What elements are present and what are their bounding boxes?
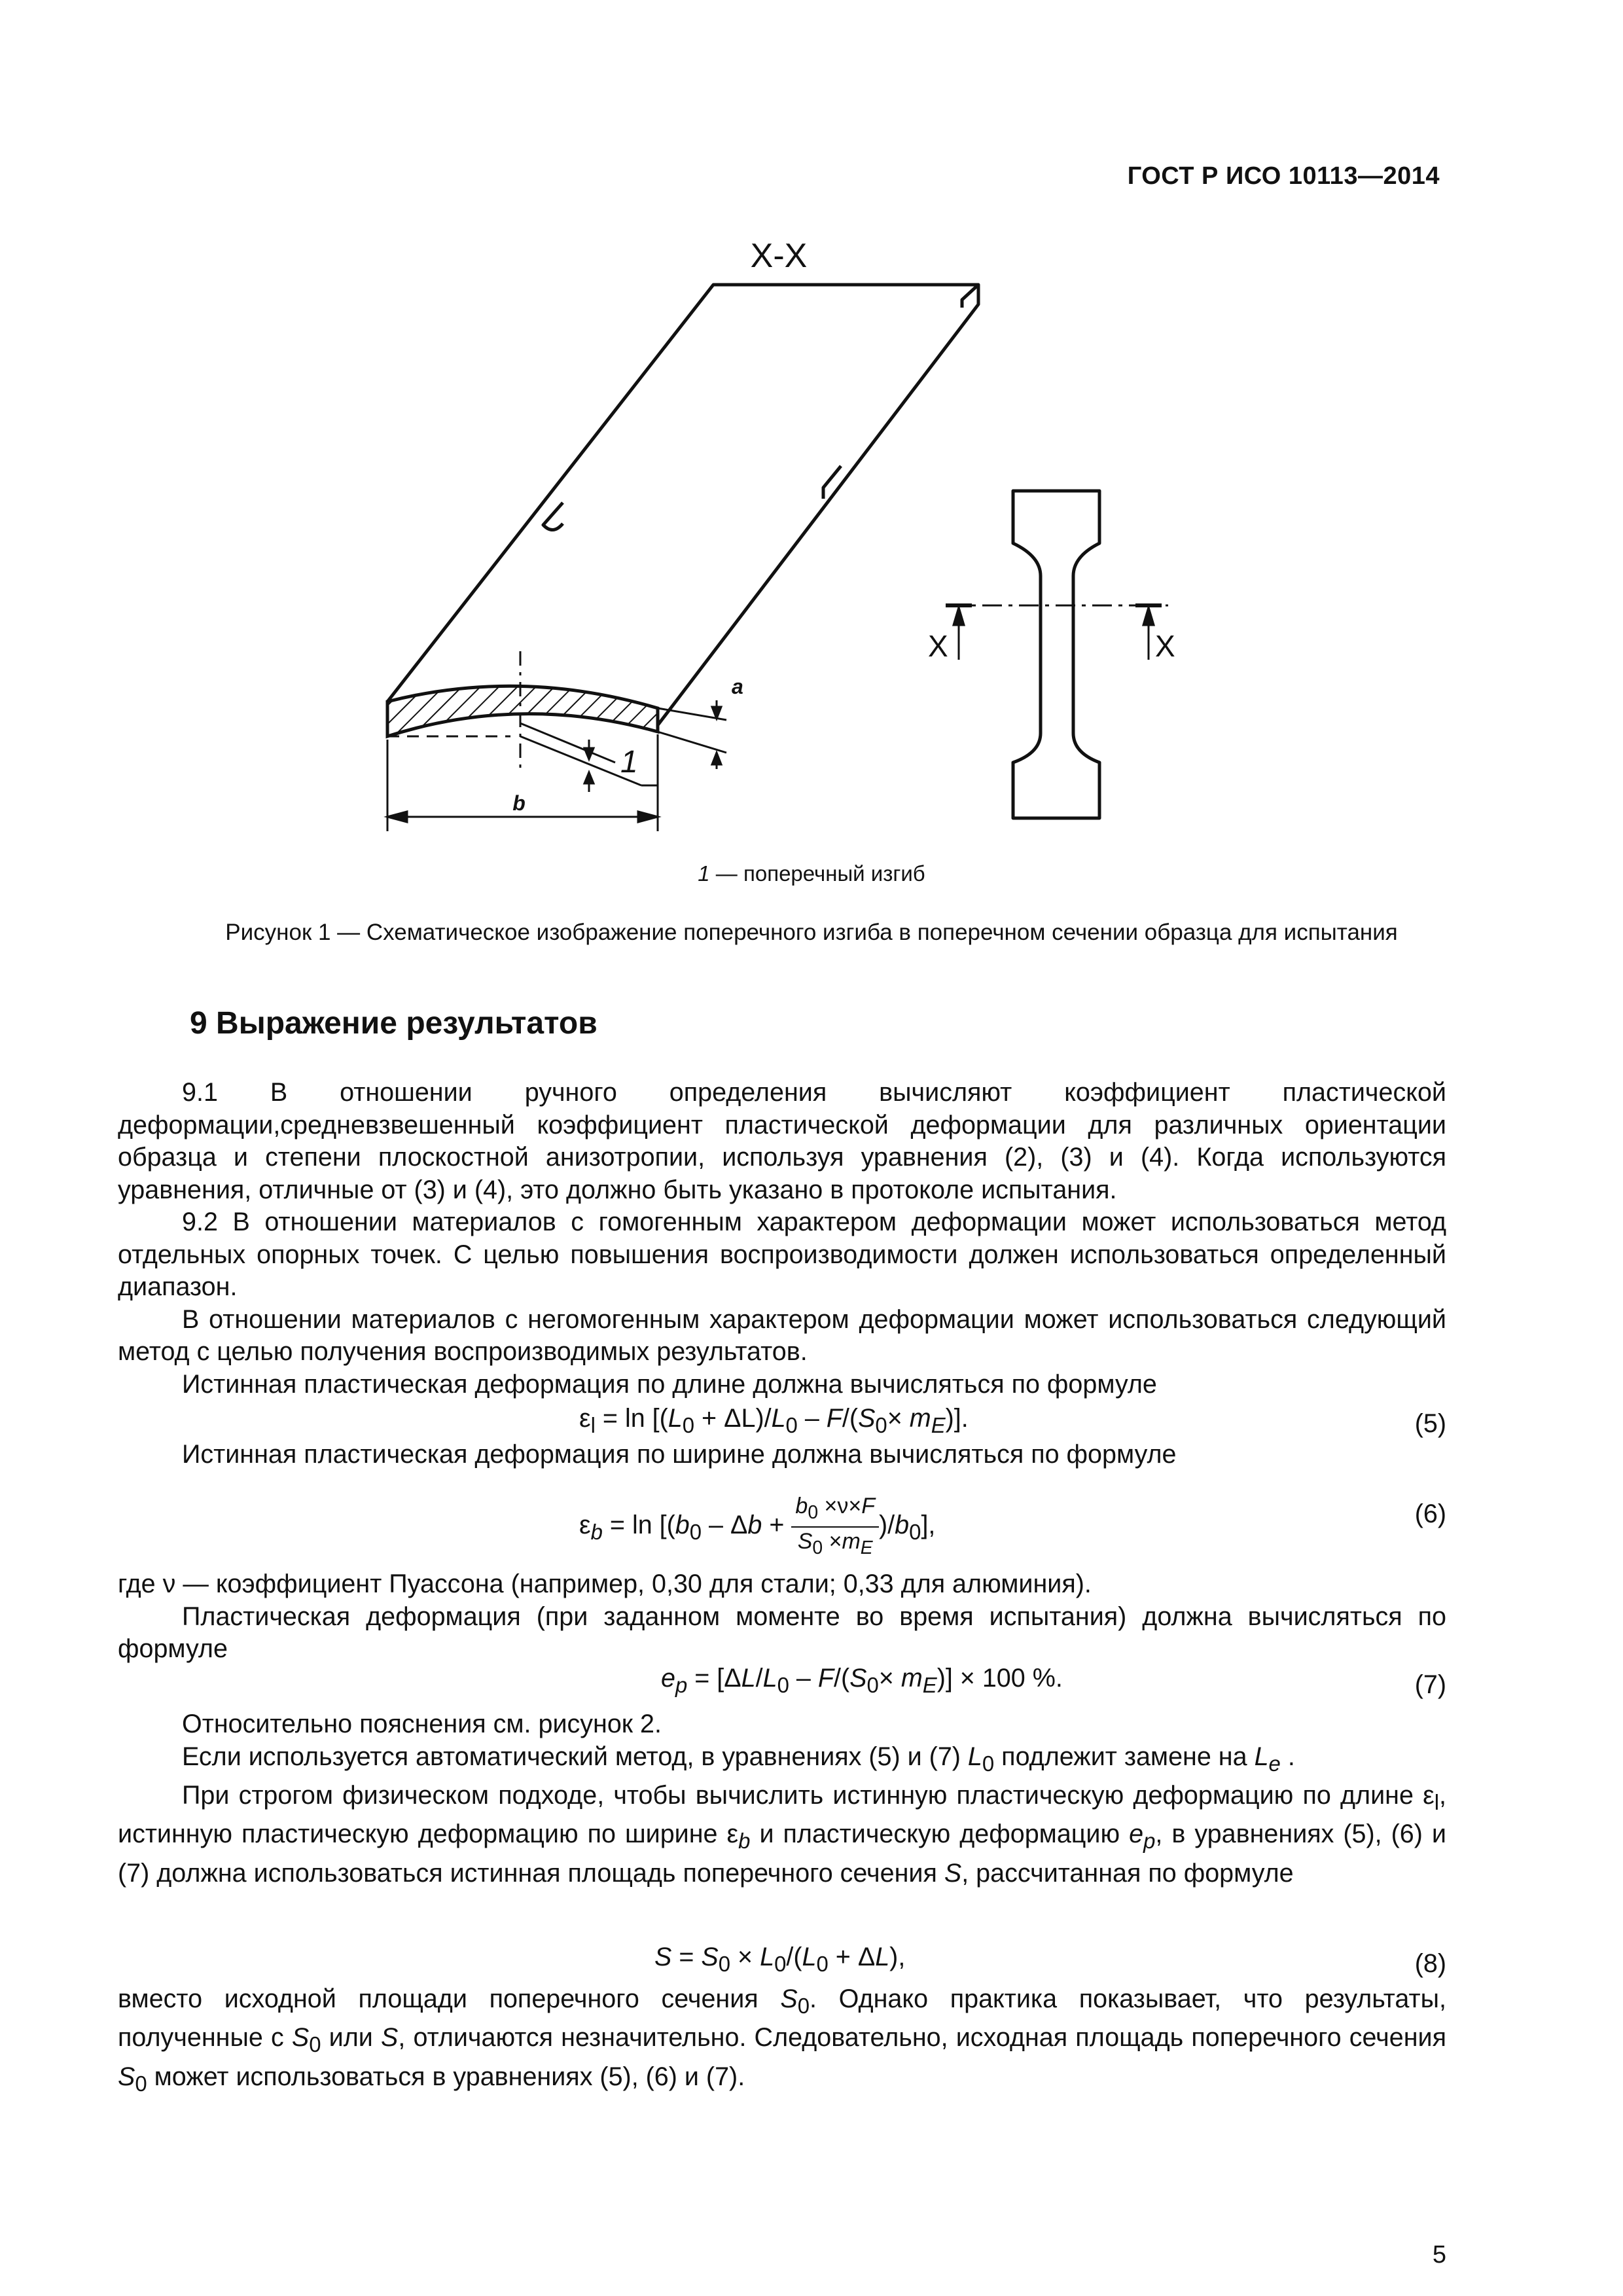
figure-caption: Рисунок 1 — Схематическое изображение поперечного изгиба в поперечном сечении образца для испытания (225, 920, 1398, 945)
paragraph-9-2: 9.2 В отношении материалов с гомогенным характером деформации может использоваться метод отдельных опорных точек. С целью повышения воспроизводимости должен использоваться определенный диапазон. (118, 1208, 1446, 1301)
body-block-5 (118, 1983, 1446, 2100)
equation-6: $\varepsilon_b = \ln [(b_0 - \Delta b$ + $\frac{b_0 \times\nu\times F}{S_0 \times m_E}$ )$/b_0$], (579, 1494, 936, 1558)
body-block-4 (118, 1708, 1446, 1890)
body-block-2 (118, 1439, 1446, 1471)
figure-legend (0, 861, 1623, 886)
equation-8: $S = S_0 \times L_0/(L_0 + \Delta L)$, (654, 1943, 906, 1976)
label-x-left: X (928, 629, 948, 663)
equation-6-number: (6) (1414, 1499, 1446, 1528)
equation-7: $e_p = [\Delta L/L_0 - F/(S_0\times m_E)] \times 100$ %. (661, 1664, 1063, 1697)
cross-section-hatch (387, 686, 658, 736)
specimen-plate (387, 285, 978, 736)
section-heading: 9 Выражение результатов (190, 1006, 597, 1041)
label-x-right: X (1155, 629, 1175, 663)
paragraph-see-figure: Относительно пояснения см. рисунок 2. (182, 1710, 662, 1738)
paragraph-automatic: Если используется автоматический метод, в уравнениях (5) и (7) $L_0$ подлежит замене на $L_e$ . (182, 1742, 1295, 1776)
paragraph-strict-approach: При строгом физическом подходе, чтобы вычислить истинную пластическую деформацию по длине $\varepsilon_l$, истинную пластическую деформацию по ширине $\varepsilon_b$ и пластическую деформацию $e_p$, в уравнениях (5), (6) и (7) должна использоваться истинная площадь поперечного сечения S, рассчитанная по формуле (118, 1780, 1446, 1888)
page-number: 5 (1432, 2241, 1446, 2269)
dimension-lines (387, 651, 726, 831)
paragraph-length-strain: Истинная пластическая деформация по длине должна вычисляться по формуле (182, 1369, 1157, 1399)
paragraph-plastic-strain: Пластическая деформация (при заданном моменте во время испытания) должна вычисляться по формуле (118, 1602, 1446, 1663)
label-a: a (732, 675, 743, 698)
legend-number: 1 (698, 861, 710, 886)
legend-text: — поперечный изгиб (709, 861, 925, 886)
equation-7-number: (7) (1414, 1670, 1446, 1699)
paragraph-width-strain: Истинная пластическая деформация по ширине должна вычисляться по формуле (182, 1440, 1177, 1469)
body-block-3 (118, 1568, 1446, 1666)
equation-8-number: (8) (1414, 1949, 1446, 1978)
section-label-xx: X-X (750, 237, 808, 275)
equation-5-number: (5) (1414, 1409, 1446, 1438)
paragraph-poisson: где ν — коэффициент Пуассона (например, 0,30 для стали; 0,33 для алюминия). (118, 1570, 1092, 1598)
figure-1-drawing (0, 0, 1623, 870)
section-cut-markers (946, 605, 1168, 660)
paragraph-nonhomogeneous: В отношении материалов с негомогенным характером деформации может использоваться следующий метод с целью получения воспроизводимых результатов. (118, 1304, 1446, 1366)
paragraph-9-1: 9.1 В отношении ручного определения вычисляют коэффициент пластической деформации,средневзвешенный коэффициент пластической деформации для различных ориентации образца и степени плоскостной анизотропии, используя уравнения (2), (3) и (4). Когда используются уравнения, отличные от (3) и (4), это должно быть указано в протоколе испытания. (118, 1078, 1446, 1204)
equation-5: $\varepsilon_l = \ln [(L_0 + \Delta L)/L_0 - F/(S_0\times m_E)]$. (579, 1404, 969, 1437)
body-block-1 (118, 1077, 1446, 1401)
label-1: 1 (620, 745, 638, 780)
document-header: ГОСТ Р ИСО 10113—2014 (1127, 162, 1440, 190)
label-b: b (512, 791, 526, 815)
paragraph-conclusion: вместо исходной площади поперечного сечения $S_0$. Однако практика показывает, что результаты, полученные с $S_0$ или S, отличаются незначительно. Следовательно, исходная площадь поперечного сечения $S_0$ может использоваться в уравнениях (5), (6) и (7). (118, 1984, 1446, 2096)
dogbone-specimen (1013, 491, 1099, 818)
